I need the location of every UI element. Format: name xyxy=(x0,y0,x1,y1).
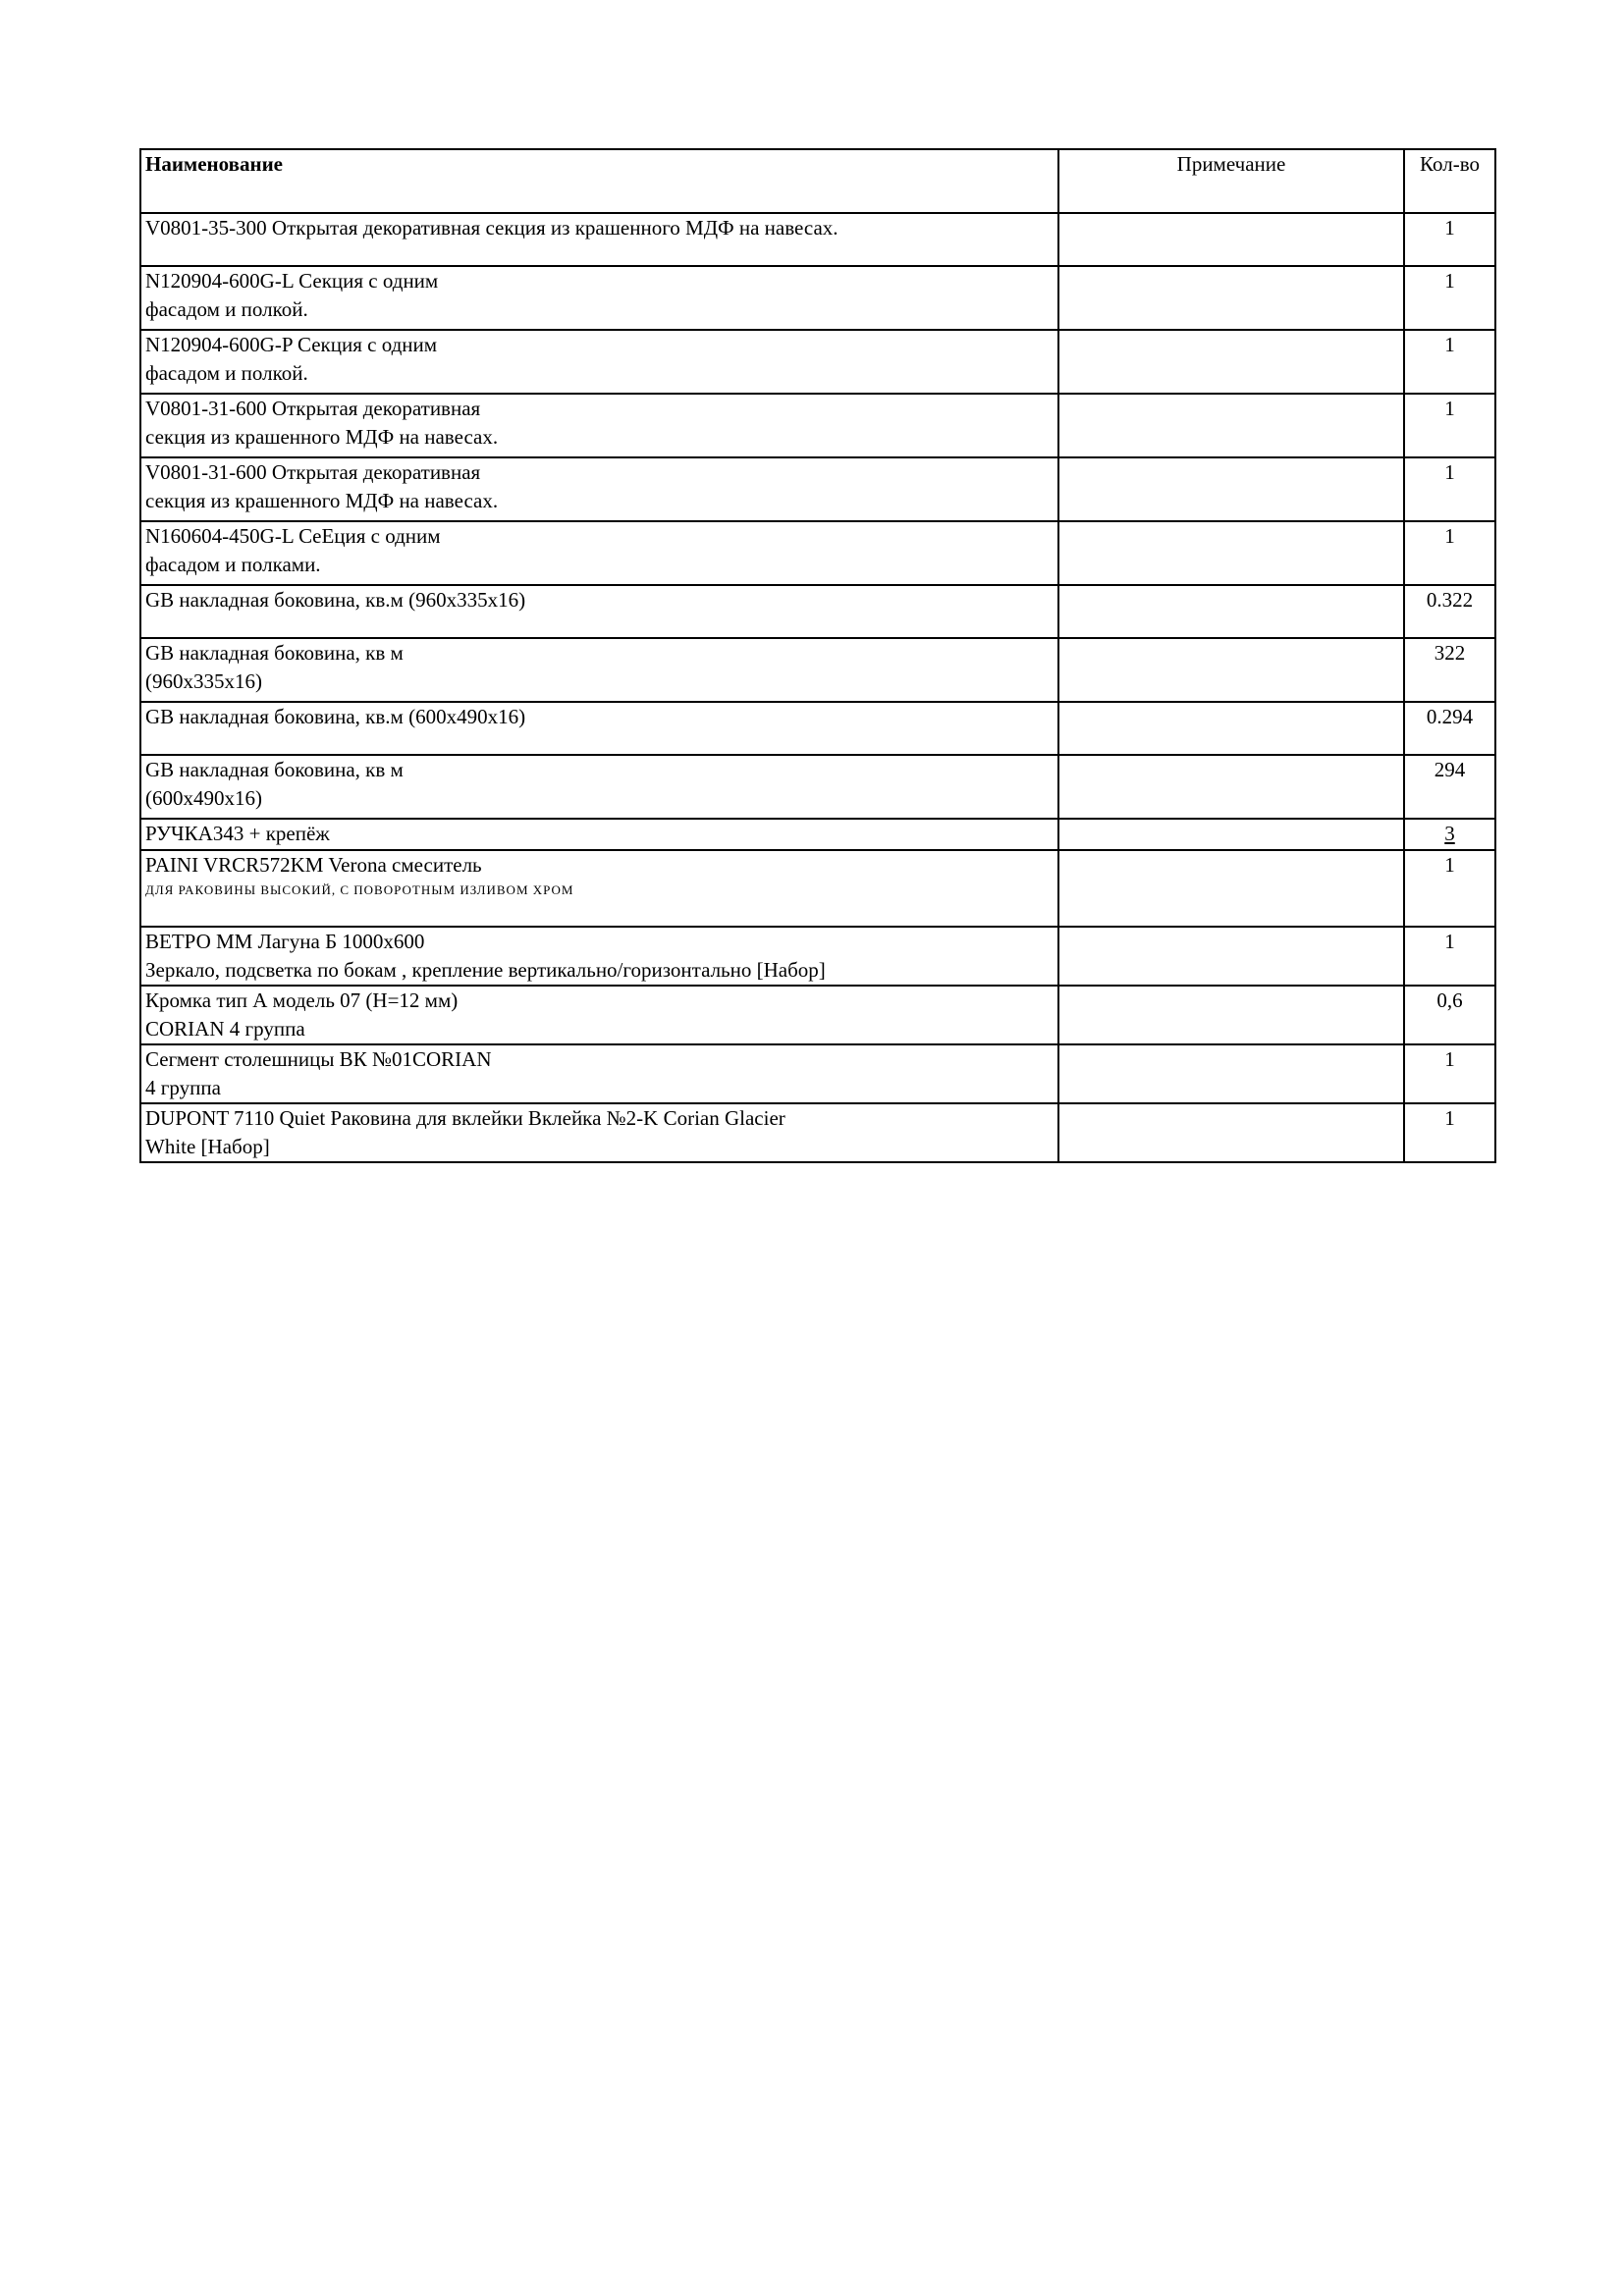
item-qty-cell: 1 xyxy=(1404,330,1495,394)
item-name-line: РУЧКА343 + крепёж xyxy=(145,822,330,845)
item-note-cell xyxy=(1058,702,1404,755)
item-note-cell xyxy=(1058,819,1404,850)
item-note-cell xyxy=(1058,457,1404,521)
table-row xyxy=(140,850,1495,927)
table-row xyxy=(140,1103,1495,1162)
header-name: Наименование xyxy=(140,149,1058,213)
item-name-cell xyxy=(140,755,1058,819)
item-note-cell xyxy=(1058,213,1404,266)
item-name-cell xyxy=(140,394,1058,457)
item-name-line: N160604-450G-L CeEция с одним xyxy=(145,524,441,548)
item-name-line: DUPONT 7110 Quiet Раковина для вклейки Вклейка №2-K Corian Glacier xyxy=(145,1106,785,1130)
item-qty-cell: 1 xyxy=(1404,1103,1495,1162)
item-name-line: фасадом и полкой. xyxy=(145,297,308,321)
header-row xyxy=(140,149,1495,213)
item-name-line: PAINI VRCR572KM Verona смеситель xyxy=(145,853,482,877)
item-name-cell xyxy=(140,213,1058,266)
item-name-cell xyxy=(140,330,1058,394)
table-row xyxy=(140,585,1495,638)
item-name-line: фасадом и полками. xyxy=(145,553,321,576)
item-note-cell xyxy=(1058,585,1404,638)
item-name-line: N120904-600G-P Секция с одним xyxy=(145,333,438,356)
item-note-cell xyxy=(1058,638,1404,702)
item-qty-cell xyxy=(1404,819,1495,850)
item-name-line: Сегмент столешницы ВК №01CORIAN xyxy=(145,1047,492,1071)
item-name-line: ВЕТРО ММ Лагуна Б 1000х600 xyxy=(145,930,425,953)
item-name-line: V0801-31-600 Открытая декоративная xyxy=(145,460,481,484)
table-row xyxy=(140,986,1495,1044)
item-qty-cell: 1 xyxy=(1404,850,1495,927)
item-note-cell xyxy=(1058,927,1404,986)
item-name-line: Зеркало, подсветка по бокам , крепление вертикально/горизонтально [Набор] xyxy=(145,958,826,982)
item-qty-cell: 1 xyxy=(1404,1044,1495,1103)
table-row xyxy=(140,457,1495,521)
item-qty-cell: 0,6 xyxy=(1404,986,1495,1044)
item-name-cell xyxy=(140,702,1058,755)
item-note-cell xyxy=(1058,330,1404,394)
item-qty-cell: 1 xyxy=(1404,213,1495,266)
item-qty-cell: 1 xyxy=(1404,521,1495,585)
item-name-subline: ДЛЯ РАКОВИНЫ ВЫСОКИЙ, С ПОВОРОТНЫМ ИЗЛИВОМ ХРОМ xyxy=(145,882,574,897)
table-row xyxy=(140,330,1495,394)
item-name-line: 4 группа xyxy=(145,1076,221,1099)
table-row xyxy=(140,213,1495,266)
item-name-line: Кромка тип А модель 07 (Н=12 мм) xyxy=(145,988,459,1012)
item-note-cell xyxy=(1058,850,1404,927)
table-row xyxy=(140,927,1495,986)
item-name-cell xyxy=(140,819,1058,850)
item-qty-cell: 1 xyxy=(1404,266,1495,330)
header-qty: Кол-во xyxy=(1404,149,1495,213)
item-name-cell xyxy=(140,927,1058,986)
item-name-cell xyxy=(140,457,1058,521)
item-name-cell xyxy=(140,1044,1058,1103)
item-name-line: GB накладная боковина, кв.м (600х490х16) xyxy=(145,705,526,728)
table-row xyxy=(140,819,1495,850)
item-qty-cell: 1 xyxy=(1404,927,1495,986)
item-note-cell xyxy=(1058,1103,1404,1162)
table-row xyxy=(140,638,1495,702)
table-row xyxy=(140,394,1495,457)
item-note-cell xyxy=(1058,1044,1404,1103)
item-name-cell xyxy=(140,1103,1058,1162)
item-qty-cell: 322 xyxy=(1404,638,1495,702)
table-row xyxy=(140,702,1495,755)
item-note-cell xyxy=(1058,521,1404,585)
item-name-line: фасадом и полкой. xyxy=(145,361,308,385)
item-name-line: секция из крашенного МДФ на навесах. xyxy=(145,489,499,512)
header-note: Примечание xyxy=(1058,149,1404,213)
item-name-line: (960х335х16) xyxy=(145,669,262,693)
item-name-line: GB накладная боковина, кв м xyxy=(145,641,404,665)
item-note-cell xyxy=(1058,986,1404,1044)
item-qty-cell: 0.322 xyxy=(1404,585,1495,638)
item-name-line: N120904-600G-L Секция с одним xyxy=(145,269,439,293)
item-qty-cell: 0.294 xyxy=(1404,702,1495,755)
item-name-line: (600х490х16) xyxy=(145,786,262,810)
item-name-cell xyxy=(140,521,1058,585)
item-qty-cell: 294 xyxy=(1404,755,1495,819)
item-note-cell xyxy=(1058,394,1404,457)
table-row xyxy=(140,266,1495,330)
item-qty-cell: 1 xyxy=(1404,457,1495,521)
item-name-line: GB накладная боковина, кв.м (960х335х16) xyxy=(145,588,526,612)
item-name-cell xyxy=(140,850,1058,927)
item-name-cell xyxy=(140,986,1058,1044)
item-name-line: V0801-31-600 Открытая декоративная xyxy=(145,397,481,420)
item-qty-value: 3 xyxy=(1444,822,1455,845)
table-row xyxy=(140,1044,1495,1103)
item-name-line: White [Набор] xyxy=(145,1135,270,1158)
item-note-cell xyxy=(1058,266,1404,330)
table-row xyxy=(140,755,1495,819)
item-name-cell xyxy=(140,638,1058,702)
item-name-cell xyxy=(140,585,1058,638)
item-name-cell xyxy=(140,266,1058,330)
table-row xyxy=(140,521,1495,585)
item-name-line: CORIAN 4 группа xyxy=(145,1017,305,1041)
item-name-line: секция из крашенного МДФ на навесах. xyxy=(145,425,499,449)
item-name-line: GB накладная боковина, кв м xyxy=(145,758,404,781)
specification-table xyxy=(139,148,1496,1163)
item-qty-cell: 1 xyxy=(1404,394,1495,457)
item-note-cell xyxy=(1058,755,1404,819)
item-name-line: V0801-35-300 Открытая декоративная секция из крашенного МДФ на навесах. xyxy=(145,216,839,240)
